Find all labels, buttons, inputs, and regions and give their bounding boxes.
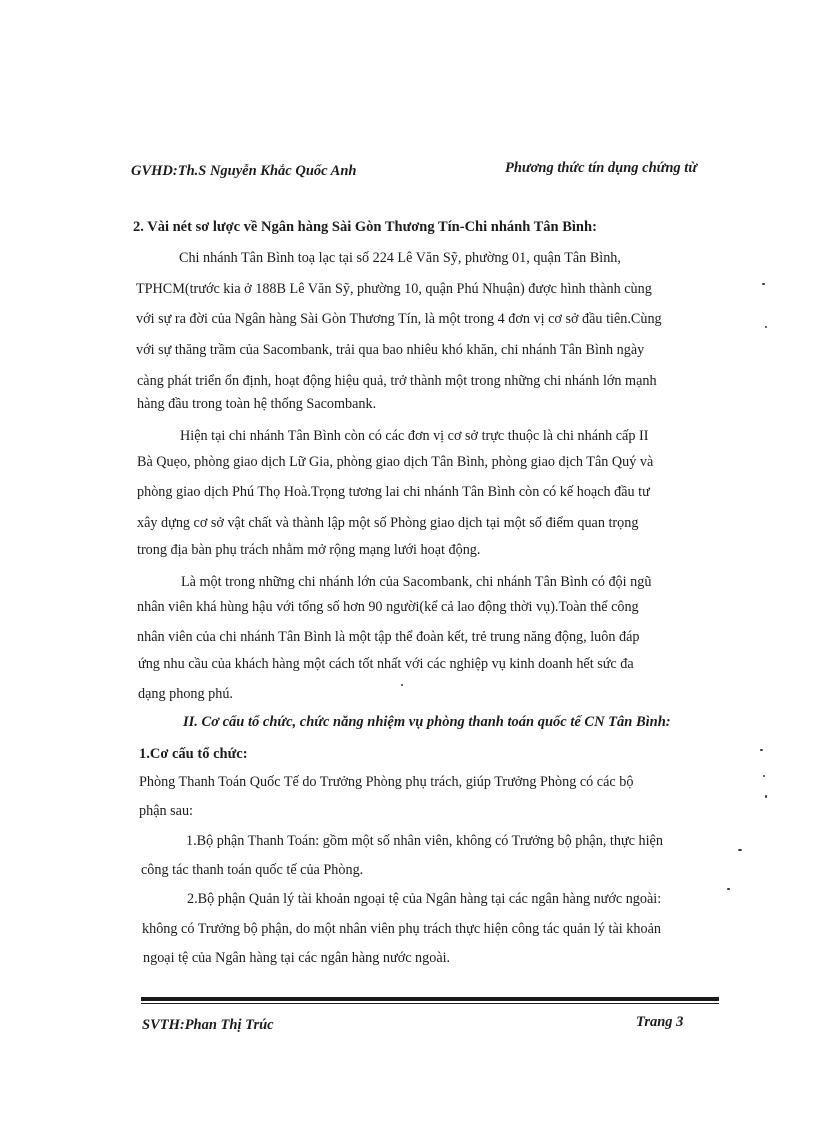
section-heading: 2. Vài nét sơ lược về Ngân hàng Sài Gòn Thương Tín-Chi nhánh Tân Bình: xyxy=(133,219,597,235)
scan-speck xyxy=(765,795,767,798)
header-author: GVHD:Th.S Nguyễn Khắc Quốc Anh xyxy=(131,163,357,179)
paragraph-line: nhân viên của chi nhánh Tân Bình là một tập thể đoàn kết, trẻ trung năng động, luôn đáp xyxy=(137,629,640,645)
scan-speck xyxy=(401,684,403,686)
sub-heading: 1.Cơ cấu tổ chức: xyxy=(139,746,248,762)
scan-speck xyxy=(727,888,730,890)
scan-speck xyxy=(763,775,765,777)
paragraph-line: trong địa bàn phụ trách nhằm mở rộng mạng lưới hoạt động. xyxy=(137,542,481,558)
paragraph-line: Chi nhánh Tân Bình toạ lạc tại số 224 Lê Văn Sỹ, phường 01, quận Tân Bình, xyxy=(179,250,621,266)
footer-page-number: Trang 3 xyxy=(636,1014,684,1030)
paragraph-line: nhân viên khá hùng hậu với tổng số hơn 90 người(kể cả lao động thời vụ).Toàn thể công xyxy=(137,599,639,615)
paragraph-line: càng phát triển ổn định, hoạt động hiệu quả, trở thành một trong những chi nhánh lớn mạnh xyxy=(137,373,657,389)
paragraph-line: ứng nhu cầu của khách hàng một cách tốt nhất với các nghiệp vụ kinh doanh hết sức đa xyxy=(138,656,634,672)
paragraph-line: Bà Quẹo, phòng giao dịch Lữ Gia, phòng giao dịch Tân Bình, phòng giao dịch Tân Quý và xyxy=(137,454,654,470)
list-item-line: ngoại tệ của Ngân hàng tại các ngân hàng nước ngoài. xyxy=(143,950,451,966)
list-item-line: 1.Bộ phận Thanh Toán: gồm một số nhân viên, không có Trưởng bộ phận, thực hiện xyxy=(186,833,663,849)
paragraph-line: Là một trong những chi nhánh lớn của Sacombank, chi nhánh Tân Bình có đội ngũ xyxy=(181,574,652,590)
footer-rule-thick xyxy=(141,997,719,1001)
scan-speck xyxy=(760,749,763,751)
paragraph-line: dạng phong phú. xyxy=(138,686,233,702)
paragraph-line: TPHCM(trước kia ở 188B Lê Văn Sỹ, phường 10, quận Phú Nhuận) được hình thành cùng xyxy=(136,281,652,297)
paragraph-line: Phòng Thanh Toán Quốc Tế do Trưởng Phòng phụ trách, giúp Trưởng Phòng có các bộ xyxy=(139,774,634,790)
scan-speck xyxy=(762,283,765,285)
paragraph-line: với sự ra đời của Ngân hàng Sài Gòn Thương Tín, là một trong 4 đơn vị cơ sở đầu tiên.Cùng xyxy=(136,311,662,327)
paragraph-line: xây dựng cơ sở vật chất và thành lập một số Phòng giao dịch tại một số điểm quan trọng xyxy=(137,515,639,531)
paragraph-line: với sự thăng trầm của Sacombank, trải qua bao nhiêu khó khăn, chi nhánh Tân Bình ngày xyxy=(136,342,645,358)
paragraph-line: hàng đầu trong toàn hệ thống Sacombank. xyxy=(137,396,377,412)
paragraph-line: Hiện tại chi nhánh Tân Bình còn có các đơn vị cơ sở trực thuộc là chi nhánh cấp II xyxy=(180,428,649,444)
scan-speck xyxy=(765,326,767,328)
footer-author: SVTH:Phan Thị Trúc xyxy=(142,1017,274,1033)
paragraph-line: phận sau: xyxy=(139,803,193,819)
header-title: Phương thức tín dụng chứng từ xyxy=(505,160,698,176)
chapter-heading: II. Cơ cấu tổ chức, chức năng nhiệm vụ phòng thanh toán quốc tế CN Tân Bình: xyxy=(183,714,671,730)
footer-rule-thin xyxy=(141,1003,719,1004)
paragraph-line: phòng giao dịch Phú Thọ Hoà.Trọng tương lai chi nhánh Tân Bình còn có kế hoạch đầu tư xyxy=(137,484,650,500)
list-item-line: 2.Bộ phận Quản lý tài khoản ngoại tệ của Ngân hàng tại các ngân hàng nước ngoài: xyxy=(187,891,662,907)
list-item-line: công tác thanh toán quốc tế của Phòng. xyxy=(141,862,364,878)
list-item-line: không có Trưởng bộ phận, do một nhân viên phụ trách thực hiện công tác quản lý tài khoản xyxy=(142,921,661,937)
scan-speck xyxy=(738,849,742,851)
